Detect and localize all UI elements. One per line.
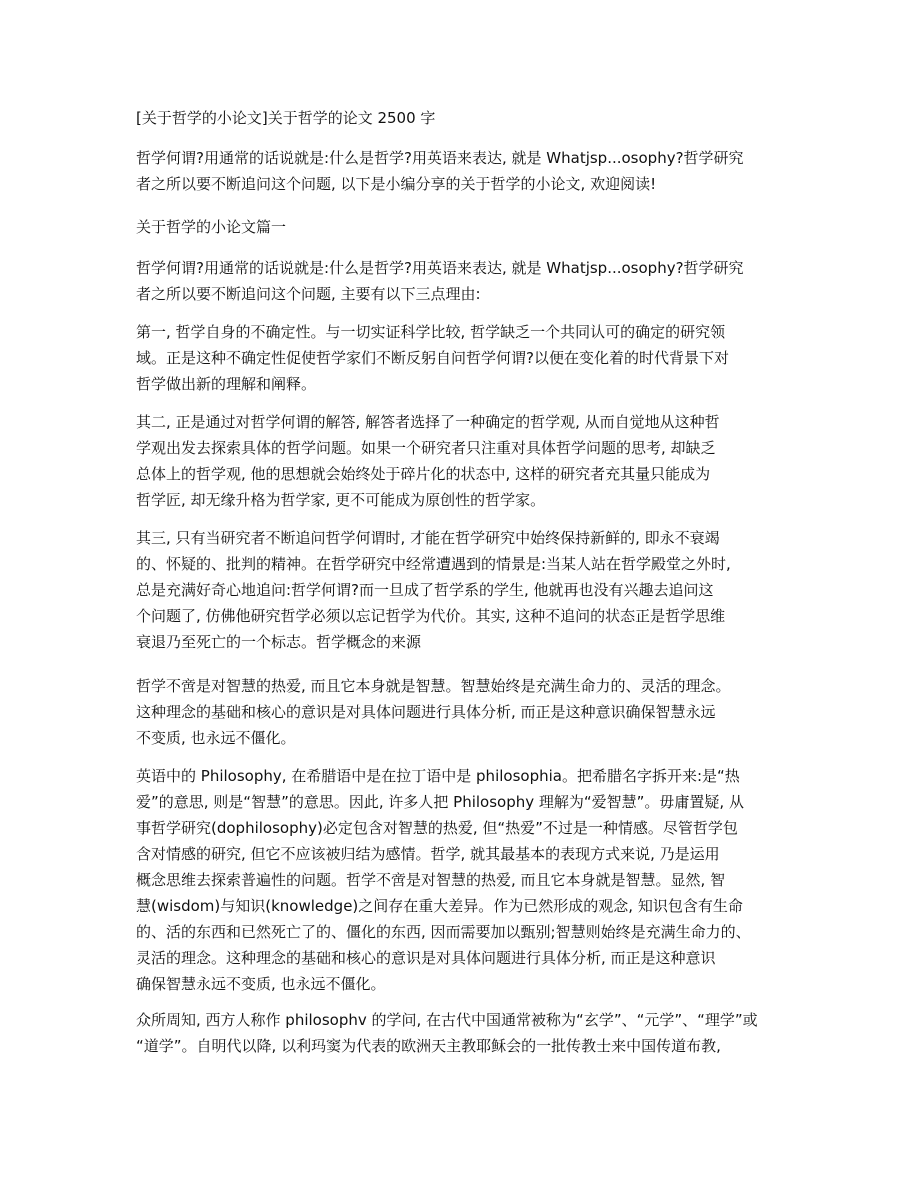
text-line: 概念思维去探索普遍性的问题。哲学不啻是对智慧的热爱, 而且它本身就是智慧。显然, 智: [136, 871, 726, 889]
text-line: 慧(wisdom)与知识(knowledge)之间存在重大差异。作为已然形成的观念, 知识包含有生命: [136, 897, 743, 915]
text-line: 英语中的 Philosophy, 在希腊语中是在拉丁语中是 philosophia。把希腊名字拆开来:是“热: [136, 767, 740, 785]
text-line: 哲学匠, 却无缘升格为哲学家, 更不可能成为原创性的哲学家。: [136, 491, 546, 509]
text-line: “道学”。自明代以降, 以利玛窦为代表的欧洲天主教耶稣会的一批传教士来中国传道布教,: [136, 1037, 721, 1055]
text-line: 哲学何谓?用通常的话说就是:什么是哲学?用英语来表达, 就是 Whatjsp...osophy?哲学研究: [136, 149, 744, 167]
text-line: 不变质, 也永远不僵化。: [136, 729, 296, 747]
text-line: 哲学做出新的理解和阐释。: [136, 375, 317, 393]
text-line: 含对情感的研究, 但它不应该被归结为感情。哲学, 就其最基本的表现方式来说, 乃是运用: [136, 845, 720, 863]
paragraph-6: [136, 763, 796, 997]
text-line: 总是充满好奇心地追问:哲学何谓?而一旦成了哲学系的学生, 他就再也没有兴趣去追问这: [136, 581, 714, 599]
text-line: 确保智慧永远不变质, 也永远不僵化。: [136, 975, 386, 993]
text-line: 第一, 哲学自身的不确定性。与一切实证科学比较, 哲学缺乏一个共同认可的确定的研究领: [136, 323, 726, 341]
text-line: 者之所以要不断追问这个问题, 主要有以下三点理由:: [136, 285, 481, 303]
text-line: 域。正是这种不确定性促使哲学家们不断反躬自问哲学何谓?以便在变化着的时代背景下对: [136, 349, 729, 367]
text-line: 事哲学研究(dophilosophy)必定包含对智慧的热爱, 但“热爱”不过是一种情感。尽管哲学包: [136, 819, 738, 837]
text-line: 哲学何谓?用通常的话说就是:什么是哲学?用英语来表达, 就是 Whatjsp...osophy?哲学研究: [136, 259, 744, 277]
paragraph-2: [136, 319, 796, 397]
paragraph-3: [136, 409, 796, 513]
text-line: 这种理念的基础和核心的意识是对具体问题进行具体分析, 而正是这种意识确保智慧永远: [136, 703, 716, 721]
text-line: 灵活的理念。这种理念的基础和核心的意识是对具体问题进行具体分析, 而正是这种意识: [136, 949, 716, 967]
text-line: 个问题了, 仿佛他研究哲学必须以忘记哲学为代价。其实, 这种不追问的状态正是哲学思维: [136, 607, 726, 625]
paragraph-4: [136, 525, 796, 655]
paragraph-7: [136, 1007, 796, 1059]
text-line: 的、怀疑的、批判的精神。在哲学研究中经常遭遇到的情景是:当某人站在哲学殿堂之外时,: [136, 555, 731, 573]
text-line: 其三, 只有当研究者不断追问哲学何谓时, 才能在哲学研究中始终保持新鲜的, 即永不衰竭: [136, 529, 720, 547]
paragraph-1: [136, 255, 796, 307]
section-heading: 关于哲学的小论文篇一: [136, 218, 287, 236]
text-line: 爱”的意思, 则是“智慧”的意思。因此, 许多人把 Philosophy 理解为“爱智慧”。毋庸置疑, 从: [136, 793, 744, 811]
text-line: 众所周知, 西方人称作 philosophv 的学问, 在古代中国通常被称为“玄学”、“元学”、“理学”或: [136, 1011, 758, 1029]
text-line: 哲学不啻是对智慧的热爱, 而且它本身就是智慧。智慧始终是充满生命力的、灵活的理念。: [136, 677, 731, 695]
text-line: 者之所以要不断追问这个问题, 以下是小编分享的关于哲学的小论文, 欢迎阅读!: [136, 175, 657, 193]
intro-paragraph: [136, 145, 796, 197]
text-line: 总体上的哲学观, 他的思想就会始终处于碎片化的状态中, 这样的研究者充其量只能成为: [136, 465, 711, 483]
text-line: 衰退乃至死亡的一个标志。哲学概念的来源: [136, 633, 422, 651]
paragraph-5: [136, 673, 796, 751]
text-line: 其二, 正是通过对哲学何谓的解答, 解答者选择了一种确定的哲学观, 从而自觉地从这种哲: [136, 413, 720, 431]
text-line: 学观出发去探索具体的哲学问题。如果一个研究者只注重对具体哲学问题的思考, 却缺乏: [136, 439, 716, 457]
text-line: 的、活的东西和已然死亡了的、僵化的东西, 因而需要加以甄别;智慧则始终是充满生命力的、: [136, 923, 751, 941]
document-title: [关于哲学的小论文]关于哲学的论文 2500 字: [136, 109, 436, 127]
